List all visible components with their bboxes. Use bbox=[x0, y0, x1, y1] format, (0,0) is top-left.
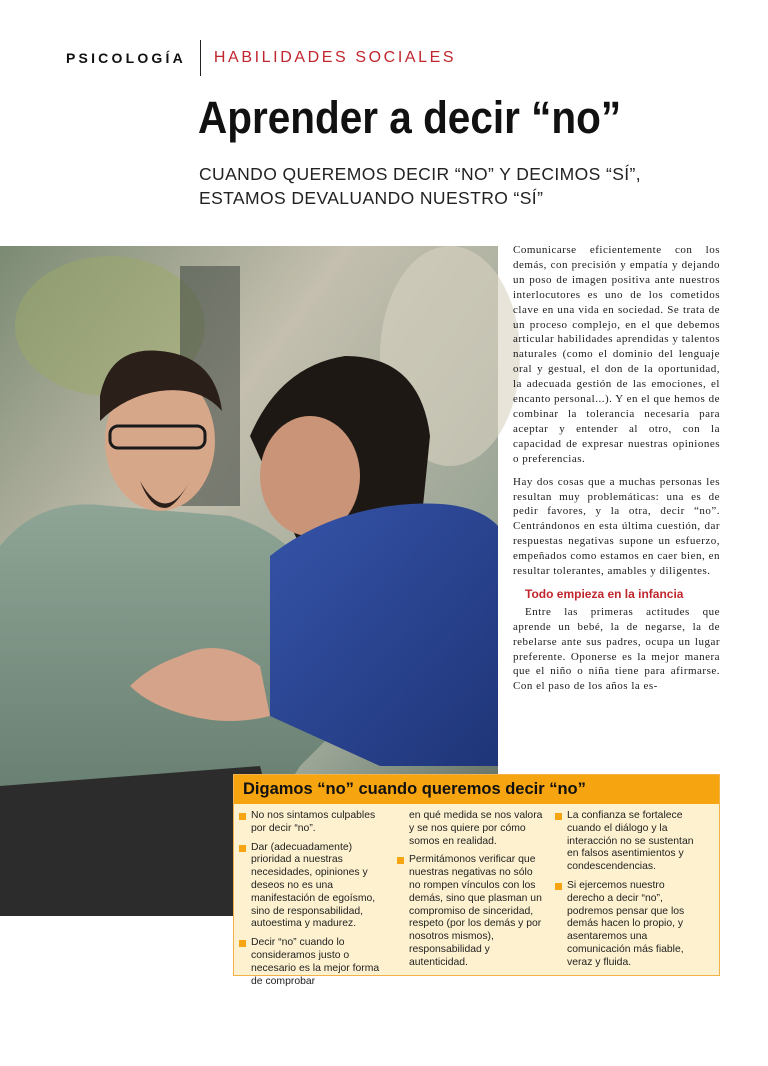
tip-item bbox=[238, 842, 386, 932]
tip-text: La confianza se fortalece cuando el diálogo y la interacción no se sustentan en falsos asentimientos y condescendencias. bbox=[567, 810, 694, 873]
body-paragraph-2: Hay dos cosas que a muchas personas les resultan muy problemáticas: una es de pedir favores, y la otra, decir “no”. Centrándonos en esta última cuestión, dar respuestas negativas supone un esfuerzo, empeñados como estamos en caer bien, en resultar tolerantes, amables y diligentes. bbox=[513, 475, 720, 578]
tips-box bbox=[233, 774, 720, 987]
tips-column-3 bbox=[554, 810, 708, 994]
square-bullet-icon bbox=[397, 857, 404, 864]
tip-text: en qué medida se nos valora y se nos quiere por cómo somos en realidad. bbox=[409, 810, 543, 847]
tips-box-title: Digamos “no” cuando queremos decir “no” bbox=[234, 775, 719, 804]
subtitle-line-2: ESTAMOS DEVALUANDO NUESTRO “SÍ” bbox=[199, 188, 544, 208]
body-paragraph-1: Comunicarse eficientemente con los demás, con precisión y empatía y dejando un poso de imagen positiva ante nuestros interlocutores es uno de los cometidos clave en una vida en sociedad. Se trata de un proceso complejo, en el que debemos articular habilidades aprendidas y talentos naturales (como el dominio del lenguaje oral y gestual, el don de la oportunidad, la adecuada gestión de las emociones, el encanto personal...). Y en el que hemos de combinar la tolerancia necesaria para aceptar y entender al otro, con la capacidad de expresar nuestras opiniones o preferencias. bbox=[513, 244, 720, 465]
tip-item bbox=[238, 937, 386, 988]
tips-box-columns bbox=[234, 804, 719, 994]
square-bullet-icon bbox=[555, 813, 562, 820]
body-text-column bbox=[513, 243, 720, 702]
tip-text: Decir “no” cuando lo consideramos justo o necesario es la mejor forma de comprobar bbox=[251, 937, 380, 987]
body-paragraph-3: Entre las primeras actitudes que aprende un bebé, la de negarse, la de rebelarse ante sus padres, ocupa un lugar preferente. Oponerse es la mejor manera que el niño o niña tiene para afirmarse. Con el paso de los años la es- bbox=[513, 605, 720, 693]
tip-text: No nos sintamos culpables por decir “no”. bbox=[251, 810, 376, 834]
article-subtitle bbox=[199, 162, 719, 210]
tip-text: Dar (adecuadamente) prioridad a nuestras necesidades, opiniones y deseos no es una manifestación de egoísmo, sino de responsabilidad, autoestima y madurez. bbox=[251, 841, 376, 930]
tip-text: Permitámonos verificar que nuestras negativas no sólo no rompen vínculos con los demás, sino que plasman un compromiso de sinceridad, respeto (por los demás y por nosotros mismos), responsabilidad y autenticidad. bbox=[409, 854, 542, 968]
tips-column-2 bbox=[396, 810, 550, 994]
subsection-label: HABILIDADES SOCIALES bbox=[213, 49, 457, 66]
page-header bbox=[66, 46, 456, 70]
square-bullet-icon bbox=[239, 813, 246, 820]
article-title: Aprender a decir “no” bbox=[198, 92, 622, 143]
square-bullet-icon bbox=[239, 940, 246, 947]
square-bullet-icon bbox=[555, 883, 562, 890]
section-label: PSICOLOGÍA bbox=[66, 50, 186, 66]
tip-text: Si ejercemos nuestro derecho a decir “no”, podremos pensar que los demás hacen lo propio, y asentaremos una comunicación más fiable, veraz y fluida. bbox=[567, 879, 685, 968]
tip-item bbox=[238, 810, 386, 836]
tips-column-1 bbox=[238, 810, 392, 994]
tip-item bbox=[554, 880, 702, 970]
square-bullet-icon bbox=[239, 845, 246, 852]
tip-item bbox=[396, 854, 544, 969]
subtitle-line-1: CUANDO QUEREMOS DECIR “NO” Y DECIMOS “SÍ”, bbox=[199, 164, 642, 184]
body-subheading: Todo empieza en la infancia bbox=[525, 586, 684, 601]
tip-continuation bbox=[396, 810, 544, 848]
page-number: 22 bbox=[30, 1055, 41, 1065]
header-divider bbox=[200, 40, 201, 76]
tip-item bbox=[554, 810, 702, 874]
